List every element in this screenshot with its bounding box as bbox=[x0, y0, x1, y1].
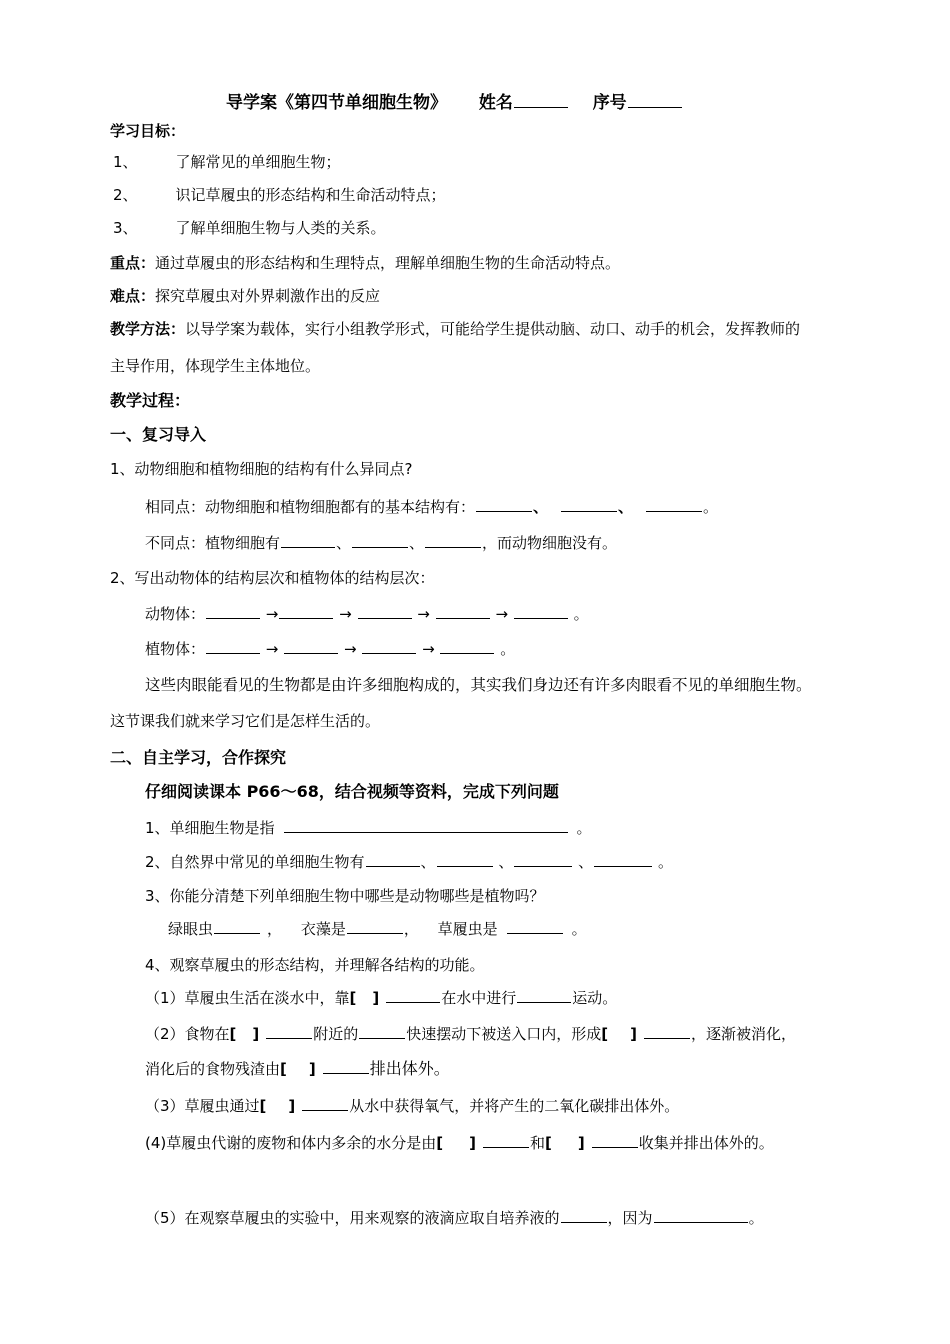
objective-num: 2、 bbox=[113, 186, 138, 204]
animal-label: 动物体： bbox=[145, 605, 206, 623]
bracket: ] bbox=[308, 1060, 316, 1078]
answer-blank[interactable] bbox=[654, 1208, 748, 1223]
bracket: ] bbox=[469, 1134, 476, 1152]
difficulty-label: 难点： bbox=[110, 287, 156, 305]
method-text-continued: 主导作用，体现学生主体地位。 bbox=[110, 357, 321, 375]
section2-q3: 3、你能分清楚下列单细胞生物中哪些是动物哪些是植物吗？ bbox=[145, 887, 545, 905]
same-point bbox=[145, 497, 718, 516]
question-text: 衣藻是 bbox=[300, 920, 346, 938]
sub-question-4 bbox=[145, 1133, 774, 1152]
diff-point bbox=[145, 533, 617, 552]
objective-num: 3、 bbox=[113, 219, 138, 237]
answer-blank[interactable] bbox=[594, 852, 652, 867]
question-text: (4)草履虫代谢的废物和体内多余的水分是由 bbox=[145, 1134, 437, 1152]
question-text: 草履虫是 bbox=[437, 920, 498, 938]
punct: 。 bbox=[573, 605, 589, 623]
question-text: 从水中获得氧气，并将产生的二氧化碳排出体外。 bbox=[349, 1097, 680, 1115]
answer-blank[interactable] bbox=[206, 604, 260, 619]
answer-blank[interactable] bbox=[358, 604, 412, 619]
answer-blank[interactable] bbox=[362, 639, 416, 654]
question-text: ，逐渐被消化， bbox=[691, 1025, 797, 1043]
diff-label: 不同点：植物细胞有 bbox=[145, 534, 281, 552]
punct: 。 bbox=[657, 853, 673, 871]
section2-heading: 二、自主学习，合作探究 bbox=[110, 748, 287, 767]
question-text: （5）在观察草履虫的实验中，用来观察的液滴应取自培养液的 bbox=[145, 1209, 560, 1227]
answer-blank[interactable] bbox=[592, 1133, 638, 1148]
key-point-label: 重点： bbox=[110, 254, 156, 272]
arrow-icon: → bbox=[495, 605, 509, 623]
question-text: （3）草履虫通过 bbox=[145, 1097, 260, 1115]
section2-q2 bbox=[145, 852, 673, 871]
answer-blank[interactable] bbox=[436, 604, 490, 619]
bracket: [ bbox=[349, 989, 357, 1007]
objective-item bbox=[113, 153, 341, 171]
answer-blank[interactable] bbox=[425, 533, 481, 548]
answer-blank[interactable] bbox=[437, 852, 493, 867]
question-text: ，因为 bbox=[607, 1209, 653, 1227]
answer-blank[interactable] bbox=[366, 852, 420, 867]
question-text: 在水中进行 bbox=[441, 989, 517, 1007]
punct: 。 bbox=[571, 920, 587, 938]
diff-tail: ，而动物细胞没有。 bbox=[482, 534, 618, 552]
answer-blank[interactable] bbox=[483, 1133, 529, 1148]
question-text: 绿眼虫 bbox=[168, 920, 214, 938]
answer-blank[interactable] bbox=[352, 533, 408, 548]
arrow-icon: → bbox=[265, 605, 279, 623]
arrow-icon: → bbox=[265, 640, 279, 658]
answer-blank[interactable] bbox=[561, 1208, 607, 1223]
arrow-icon: → bbox=[343, 640, 357, 658]
name-label: 姓名 bbox=[478, 93, 513, 113]
bracket: ] bbox=[577, 1134, 585, 1152]
answer-blank[interactable] bbox=[440, 639, 494, 654]
section2-q3-answers bbox=[168, 919, 587, 938]
question-text: 附近的 bbox=[313, 1025, 359, 1043]
sub-question-5 bbox=[145, 1208, 764, 1227]
intro-paragraph: 这些肉眼能看见的生物都是由许多细胞构成的，其实我们身边还有许多肉眼看不见的单细胞生物。 bbox=[145, 676, 812, 694]
method-text: 以导学案为载体，实行小组教学形式，可能给学生提供动脑、动口、动手的机会，发挥教师的 bbox=[185, 320, 801, 338]
bracket: [ bbox=[280, 1060, 287, 1078]
sub-question-1 bbox=[145, 988, 617, 1007]
section2-q1 bbox=[145, 818, 592, 837]
answer-blank[interactable] bbox=[359, 1024, 405, 1039]
bracket: [ bbox=[259, 1097, 267, 1115]
answer-blank[interactable] bbox=[279, 604, 333, 619]
answer-blank[interactable] bbox=[517, 988, 571, 1003]
objective-text: 识记草履虫的形态结构和生命活动特点； bbox=[175, 186, 446, 204]
punct: 、 bbox=[618, 498, 634, 516]
section1-q1: 1、动物细胞和植物细胞的结构有什么异同点? bbox=[110, 460, 413, 478]
answer-blank[interactable] bbox=[476, 497, 532, 512]
question-text: 收集并排出体外的。 bbox=[638, 1134, 774, 1152]
method bbox=[110, 320, 800, 338]
question-text: 运动。 bbox=[572, 989, 618, 1007]
number-label: 序号 bbox=[592, 93, 627, 113]
punct: 。 bbox=[703, 498, 719, 516]
question-text: （2）食物在 bbox=[145, 1025, 230, 1043]
answer-blank[interactable] bbox=[323, 1059, 369, 1074]
question-text: 消化后的食物残渣由 bbox=[145, 1060, 281, 1078]
punct: 。 bbox=[748, 1209, 764, 1227]
objective-item bbox=[113, 219, 386, 237]
sub-question-2-continued bbox=[145, 1059, 450, 1078]
punct: 。 bbox=[500, 640, 516, 658]
sub-question-2 bbox=[145, 1024, 796, 1043]
title-text: 导学案《第四节单细胞生物》 bbox=[226, 93, 447, 113]
arrow-icon: → bbox=[339, 605, 352, 623]
bracket: ] bbox=[372, 989, 380, 1007]
process-heading: 教学过程： bbox=[110, 391, 191, 410]
answer-blank[interactable] bbox=[284, 639, 338, 654]
difficulty-text: 探究草履虫对外界刺激作出的反应 bbox=[155, 287, 381, 305]
answer-blank[interactable] bbox=[386, 988, 440, 1003]
question-text: 快速摆动下被送入口内，形成 bbox=[406, 1025, 602, 1043]
answer-blank[interactable] bbox=[561, 497, 617, 512]
plant-label: 植物体： bbox=[145, 640, 206, 658]
page-title bbox=[226, 93, 683, 113]
same-label: 相同点：动物细胞和植物细胞都有的基本结构有： bbox=[145, 498, 476, 516]
plant-levels bbox=[145, 639, 515, 658]
bracket: ] bbox=[630, 1025, 638, 1043]
answer-blank[interactable] bbox=[507, 919, 563, 934]
objectives-heading: 学习目标： bbox=[110, 122, 186, 140]
intro-paragraph-continued: 这节课我们就来学习它们是怎样生活的。 bbox=[110, 712, 381, 730]
question-text: 排出体外。 bbox=[369, 1059, 450, 1078]
question-text: 2、自然界中常见的单细胞生物有 bbox=[145, 853, 365, 871]
question-text: 1、单细胞生物是指 bbox=[145, 819, 275, 837]
objective-num: 1、 bbox=[113, 153, 138, 171]
answer-blank[interactable] bbox=[514, 604, 568, 619]
bracket: ] bbox=[288, 1097, 296, 1115]
key-point-text: 通过草履虫的形态结构和生理特点，理解单细胞生物的生命活动特点。 bbox=[155, 254, 621, 272]
answer-blank[interactable] bbox=[302, 1096, 348, 1111]
answer-blank[interactable] bbox=[214, 919, 260, 934]
answer-blank[interactable] bbox=[644, 1024, 690, 1039]
key-point bbox=[110, 254, 620, 272]
arrow-icon: → bbox=[417, 605, 430, 623]
question-text: （1）草履虫生活在淡水中，靠 bbox=[145, 989, 350, 1007]
animal-levels bbox=[145, 604, 589, 623]
section2-subheading: 仔细阅读课本 P66～68，结合视频等资料，完成下列问题 bbox=[145, 782, 559, 801]
question-text: 和 bbox=[529, 1134, 545, 1152]
answer-blank[interactable] bbox=[206, 639, 260, 654]
objective-item bbox=[113, 186, 446, 204]
answer-blank[interactable] bbox=[514, 852, 572, 867]
sub-question-3 bbox=[145, 1096, 679, 1115]
answer-blank[interactable] bbox=[284, 818, 568, 833]
number-blank[interactable] bbox=[628, 93, 682, 108]
answer-blank[interactable] bbox=[281, 533, 335, 548]
bracket: [ bbox=[601, 1025, 609, 1043]
name-blank[interactable] bbox=[514, 93, 568, 108]
bracket: [ bbox=[436, 1134, 444, 1152]
bracket: [ bbox=[544, 1134, 552, 1152]
section2-q4: 4、观察草履虫的形态结构，并理解各结构的功能。 bbox=[145, 956, 485, 974]
difficulty bbox=[110, 287, 380, 305]
punct: 、 bbox=[578, 853, 594, 871]
bracket: [ bbox=[229, 1025, 237, 1043]
section1-q2: 2、写出动物体的结构层次和植物体的结构层次： bbox=[110, 569, 435, 587]
punct: 、 bbox=[498, 853, 514, 871]
punct: 、 bbox=[409, 534, 425, 552]
punct: 、 bbox=[533, 498, 549, 516]
answer-blank[interactable] bbox=[646, 497, 702, 512]
punct: 、 bbox=[420, 853, 436, 871]
answer-blank[interactable] bbox=[266, 1024, 312, 1039]
objective-text: 了解常见的单细胞生物； bbox=[175, 153, 341, 171]
punct: ， bbox=[267, 920, 283, 938]
punct: ， bbox=[403, 920, 419, 938]
objective-text: 了解单细胞生物与人类的关系。 bbox=[175, 219, 386, 237]
method-label: 教学方法： bbox=[110, 320, 186, 338]
bracket: ] bbox=[252, 1025, 260, 1043]
punct: 、 bbox=[336, 534, 352, 552]
arrow-icon: → bbox=[422, 640, 435, 658]
answer-blank[interactable] bbox=[347, 919, 403, 934]
section1-heading: 一、复习导入 bbox=[110, 425, 207, 444]
punct: 。 bbox=[576, 819, 592, 837]
